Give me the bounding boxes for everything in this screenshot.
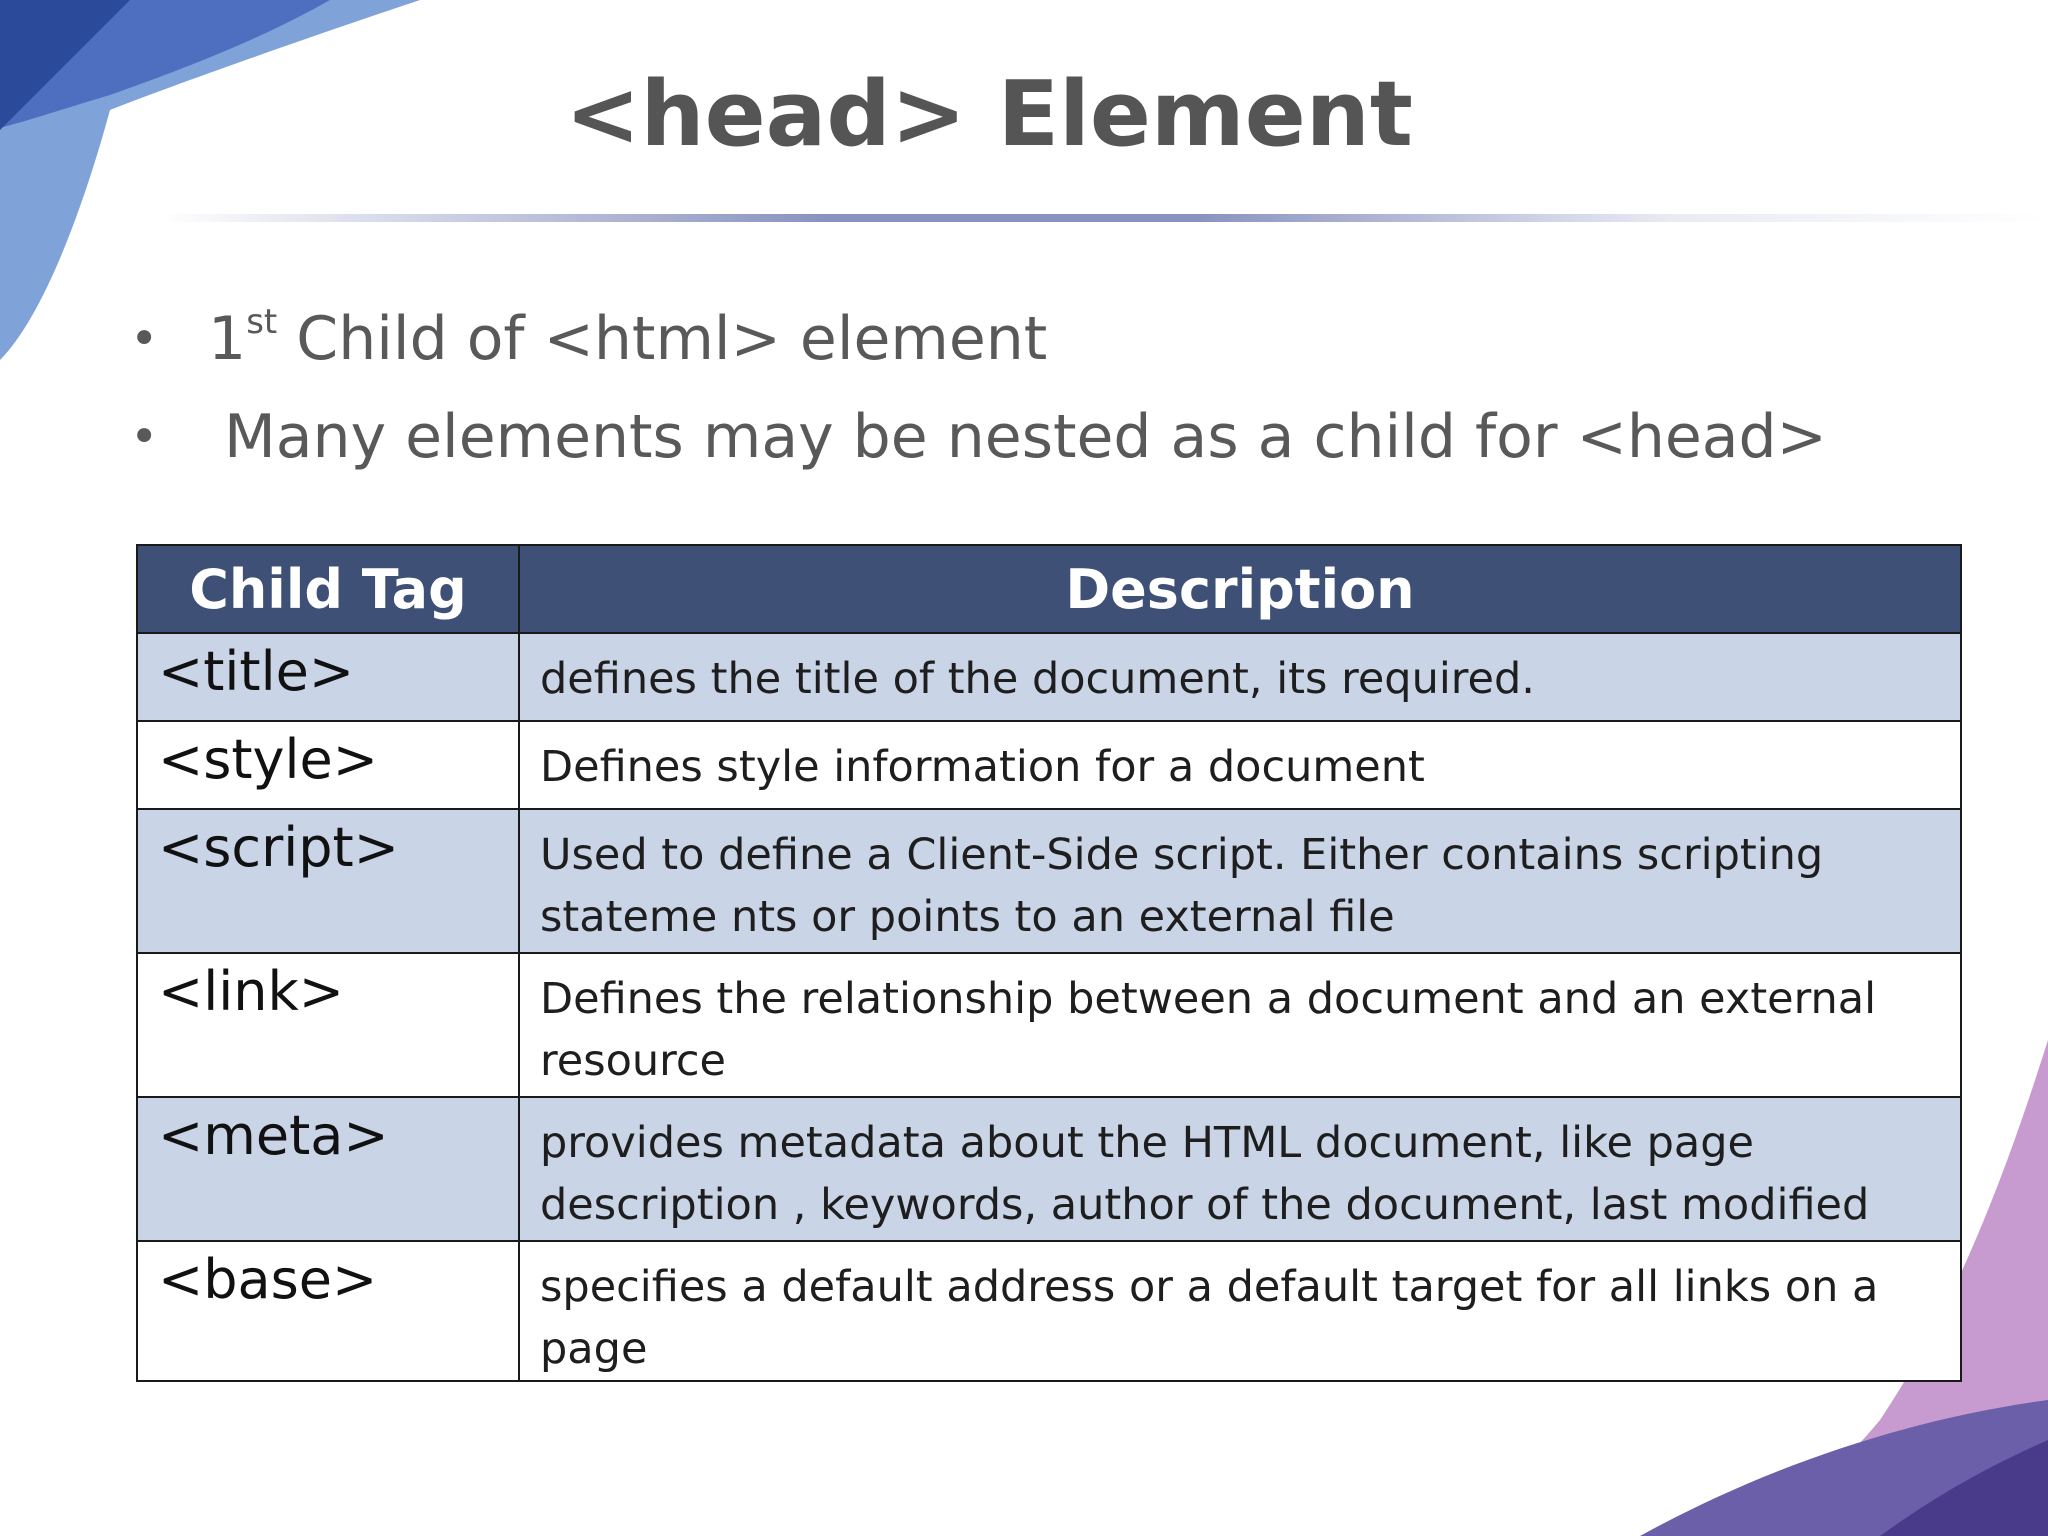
table-row: [137, 721, 1961, 809]
slide-title-text: <head> Element: [565, 62, 1413, 167]
bullet-superscript: st: [246, 302, 278, 342]
title-divider: [160, 214, 2048, 222]
bullet-ordinal: 1: [208, 304, 247, 374]
description-cell: Defines style information for a document: [519, 721, 1961, 809]
table-header-row: [137, 545, 1961, 633]
bullet-rest: Child of <html> element: [277, 304, 1048, 374]
head-child-tags-table: [136, 544, 1962, 1382]
tag-cell: <title>: [137, 633, 519, 721]
description-cell: Used to define a Client-Side script. Either contains scripting stateme nts or points to an external file: [519, 809, 1961, 953]
table-row: [137, 1097, 1961, 1241]
table-row: [137, 809, 1961, 953]
tag-cell: <style>: [137, 721, 519, 809]
tag-cell: <link>: [137, 953, 519, 1097]
bullet-text: Many elements may be nested as a child for <head>: [224, 402, 1827, 472]
column-header-description: Description: [519, 545, 1961, 633]
bullet-dot-icon: •: [130, 409, 159, 465]
table-row: [137, 633, 1961, 721]
slide-title: [0, 62, 2048, 167]
description-cell: provides metadata about the HTML document, like page description , keywords, author of the document, last modified: [519, 1097, 1961, 1241]
table-row: [137, 953, 1961, 1097]
bullet-text: [208, 290, 1047, 388]
tag-cell: <script>: [137, 809, 519, 953]
bullet-dot-icon: •: [130, 311, 159, 367]
column-header-child-tag: Child Tag: [137, 545, 519, 633]
description-cell: Defines the relationship between a document and an external resource: [519, 953, 1961, 1097]
tag-cell: <base>: [137, 1241, 519, 1381]
table-row: [137, 1241, 1961, 1381]
description-cell: defines the title of the document, its required.: [519, 633, 1961, 721]
tag-cell: <meta>: [137, 1097, 519, 1241]
description-cell: specifies a default address or a default target for all links on a page: [519, 1241, 1961, 1381]
